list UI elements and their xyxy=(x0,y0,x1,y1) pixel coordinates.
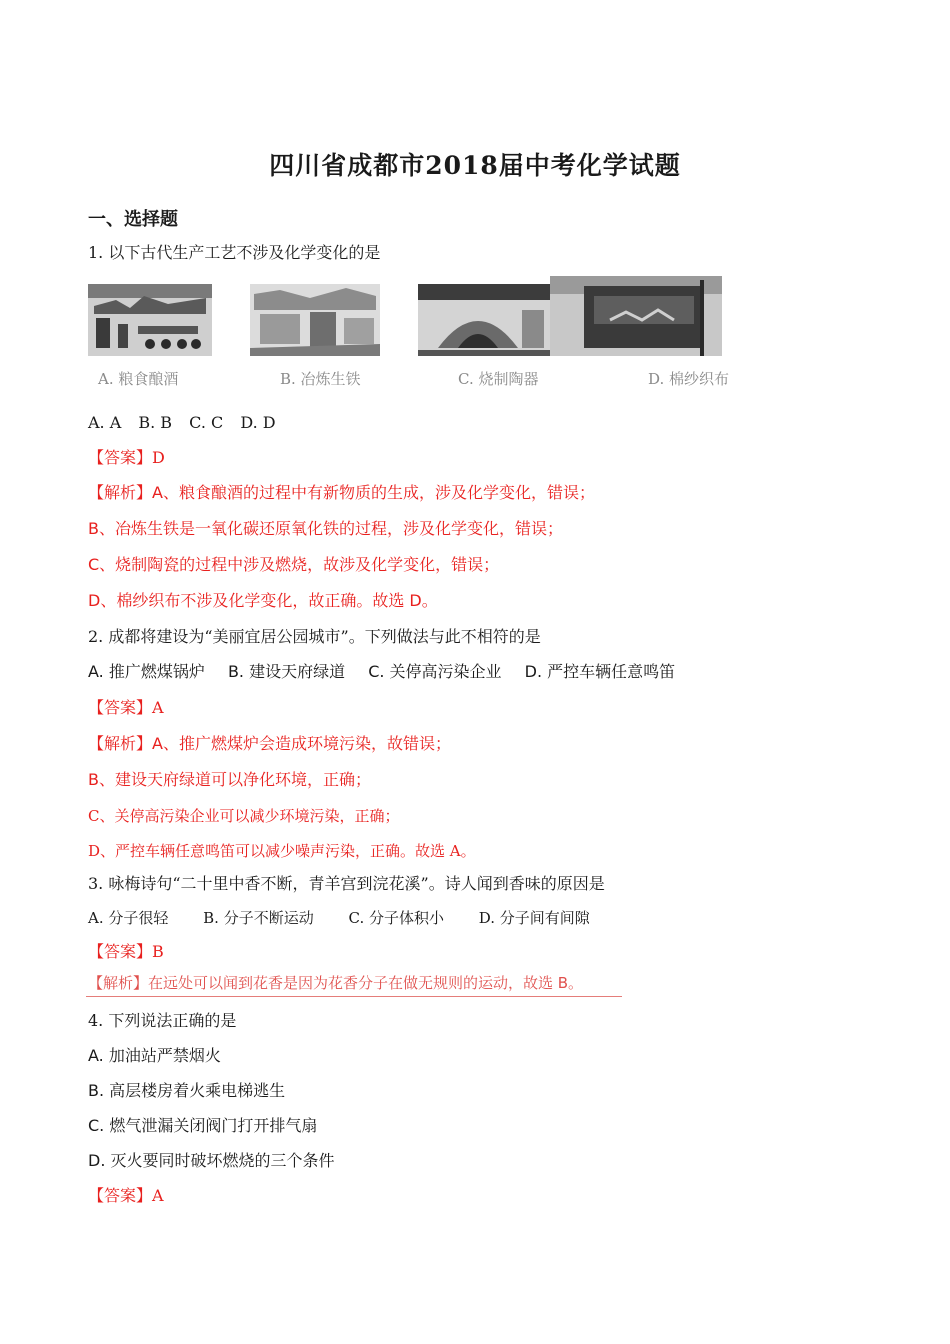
question-2-stem: 2. 成都将建设为“美丽宜居公园城市”。下列做法与此不相符的是 xyxy=(88,627,541,646)
option-b: B. B xyxy=(138,413,173,432)
option-c: C. 分子体积小 xyxy=(348,909,444,927)
pottery-firing-illustration xyxy=(418,284,550,356)
question-2-options xyxy=(88,661,693,683)
question-1-explain-line: C、烧制陶瓷的过程中涉及燃烧，故涉及化学变化，错误； xyxy=(88,555,500,574)
option-d: D. 严控车辆任意鸣笛 xyxy=(524,662,676,681)
page-title: 四川省成都市2018届中考化学试题 xyxy=(269,151,681,180)
question-1-options xyxy=(88,412,288,434)
wine-brewing-illustration xyxy=(88,284,212,356)
caption-d: D. 棉纱织布 xyxy=(648,370,730,388)
question-2-explain-line: 【解析】A、推广燃煤炉会造成环境污染，故错误； xyxy=(88,734,451,753)
option-c: C. 关停高污染企业 xyxy=(368,662,502,681)
question-2-explain-line: C、关停高污染企业可以减少环境污染，正确； xyxy=(88,807,400,825)
question-1-explain-line: D、棉纱织布不涉及化学变化，故正确。故选 D。 xyxy=(88,591,438,610)
question-3-stem: 3. 咏梅诗句“二十里中香不断，青羊宫到浣花溪”。诗人闻到香味的原因是 xyxy=(88,874,605,893)
question-3-options xyxy=(88,907,620,929)
option-d: D. 分子间有间隙 xyxy=(478,909,590,927)
caption-b: B. 冶炼生铁 xyxy=(280,370,361,388)
question-4-option-b: B. 高层楼房着火乘电梯逃生 xyxy=(88,1081,286,1100)
question-4-option-c: C. 燃气泄漏关闭阀门打开排气扇 xyxy=(88,1116,318,1135)
option-b: B. 建设天府绿道 xyxy=(227,662,346,681)
section-heading: 一、选择题 xyxy=(88,209,178,230)
question-3-explain: 【解析】在远处可以闻到花香是因为花香分子在做无规则的运动，故选 B。 xyxy=(88,974,584,992)
option-c: C. C xyxy=(189,413,224,432)
question-1-explain-line: B、冶炼生铁是一氧化碳还原氧化铁的过程，涉及化学变化，错误； xyxy=(88,519,563,538)
option-d: D. D xyxy=(240,413,276,432)
question-1-image-strip xyxy=(88,276,758,394)
question-4-option-a: A. 加油站严禁烟火 xyxy=(88,1046,221,1065)
caption-a: A. 粮食酿酒 xyxy=(98,370,179,388)
question-4-option-d: D. 灭火要同时破坏燃烧的三个条件 xyxy=(88,1151,335,1170)
question-4-answer: 【答案】A xyxy=(88,1186,164,1205)
question-2-answer: 【答案】A xyxy=(88,698,164,717)
option-b: B. 分子不断运动 xyxy=(203,909,314,927)
option-a: A. 推广燃煤锅炉 xyxy=(88,662,205,681)
question-3-answer: 【答案】B xyxy=(88,942,164,961)
question-1-explain-line: 【解析】A、粮食酿酒的过程中有新物质的生成，涉及化学变化，错误； xyxy=(88,483,595,502)
question-2-explain-line: D、严控车辆任意鸣笛可以减少噪声污染，正确。故选 A。 xyxy=(88,842,476,860)
option-a: A. 分子很轻 xyxy=(88,909,169,927)
option-a: A. A xyxy=(88,413,122,432)
cotton-weaving-illustration xyxy=(550,276,722,356)
question-1-stem: 1. 以下古代生产工艺不涉及化学变化的是 xyxy=(88,243,381,262)
question-4-stem: 4. 下列说法正确的是 xyxy=(88,1011,237,1030)
caption-c: C. 烧制陶器 xyxy=(458,370,539,388)
question-2-explain-line: B、建设天府绿道可以净化环境，正确； xyxy=(88,770,371,789)
iron-smelting-illustration xyxy=(250,284,380,356)
question-1-answer: 【答案】D xyxy=(88,448,165,467)
